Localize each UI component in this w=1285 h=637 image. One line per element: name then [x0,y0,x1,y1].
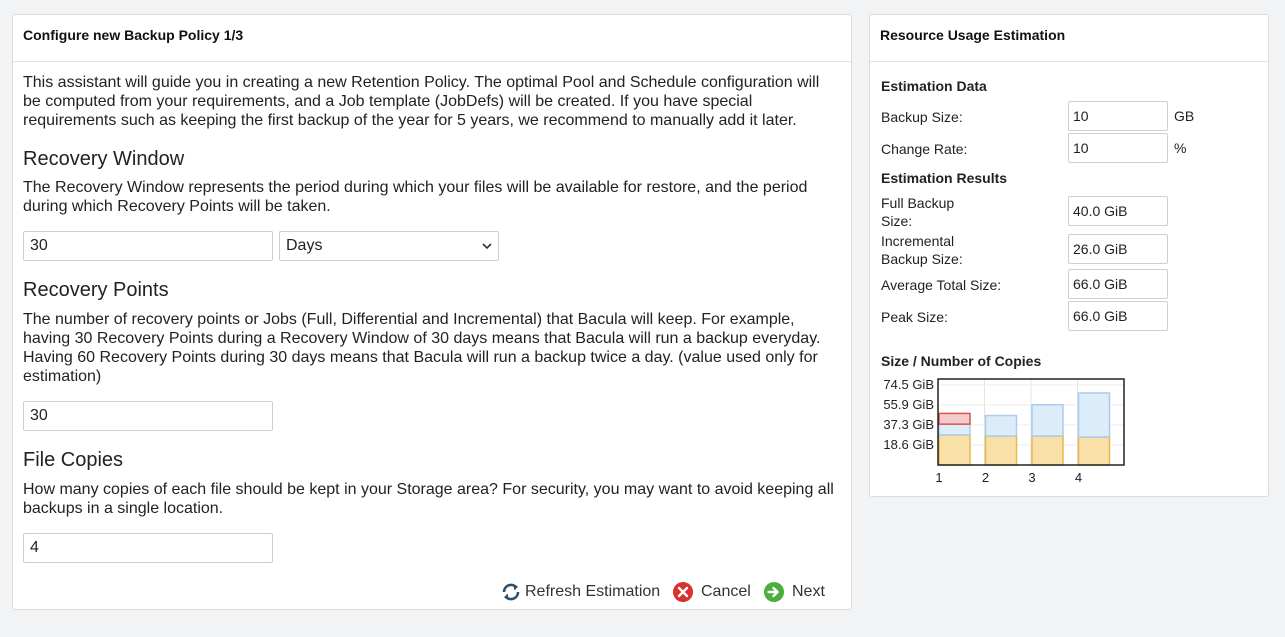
chart-bars [939,393,1110,465]
recovery-window-input[interactable]: 30 [23,231,273,261]
recovery-points-title: Recovery Points [23,279,169,301]
backup-size-input[interactable]: 10 [1068,101,1168,131]
chart-title: Size / Number of Copies [881,353,1042,369]
chart-y-tick-label: 55.9 GiB [883,396,934,412]
change-rate-unit: % [1174,140,1187,156]
chart-y-tick-label: 37.3 GiB [883,416,934,432]
next-label: Next [792,583,825,600]
refresh-estimation-button[interactable] [500,581,660,603]
resource-usage-panel [869,14,1269,497]
recovery-points-input[interactable]: 30 [23,401,273,431]
chart-bar-full-1 [939,435,970,465]
change-rate-label: Change Rate: [881,141,968,157]
cancel-label: Cancel [701,583,751,600]
chart-y-tick-label: 18.6 GiB [883,437,934,453]
estimation-data-heading: Estimation Data [881,78,987,94]
recovery-window-unit-select[interactable] [279,231,499,261]
cancel-button[interactable] [672,581,751,603]
change-rate-input[interactable]: 10 [1068,133,1168,163]
recovery-points-desc: The number of recovery points or Jobs (Full, Differential and Incremental) that Bacula will keep. For example, having 30 Recovery Points during a Recovery Window of 30 days means that Bacula will run a backup everyday. Having 60 Recovery Points during 30 days means that Bacula will run a backup twice a day. (value used only for estimation) [23,311,821,385]
cancel-icon [672,581,694,603]
chart-y-tick-label: 74.5 GiB [883,376,934,392]
chart-bar-full-4 [1079,437,1110,465]
chart-bar-incremental-3 [1032,405,1063,436]
next-arrow-icon [763,581,785,603]
panel-title: Configure new Backup Policy 1/3 [13,15,851,62]
incremental-backup-size-label [881,232,963,268]
chart-x-tick-label: 1 [935,470,943,485]
full-backup-size-value: 40.0 GiB [1068,196,1168,226]
estimation-results-heading: Estimation Results [881,170,1008,186]
backup-size-label: Backup Size: [881,109,963,125]
incremental-backup-size-label-line1: Incremental [881,233,955,249]
backup-size-unit: GB [1174,108,1195,124]
refresh-estimation-label: Refresh Estimation [525,583,661,600]
refresh-icon [500,581,522,603]
file-copies-input[interactable]: 4 [23,533,273,563]
incremental-backup-size-value: 26.0 GiB [1068,234,1168,264]
intro-text: This assistant will guide you in creating a new Retention Policy. The optimal Pool and Schedule configuration will be computed from your requirements, and a Job template (JobDefs) will be created. If you have special requirements such as keeping the first backup of the year for 5 years, we recommend to manually add it later. [23,74,820,129]
peak-size-label: Peak Size: [881,309,948,325]
chart-bar-incremental-4 [1079,393,1110,437]
chart-x-tick-label: 2 [981,470,990,485]
chart-x-tick-label: 3 [1028,470,1036,485]
chart-bar-incremental-1 [939,424,970,435]
chart-x-tick-label: 4 [1074,470,1083,485]
chart-x-ticks [935,470,1082,485]
recovery-window-unit-value: Days [286,237,323,254]
average-total-size-label: Average Total Size: [881,277,1002,293]
recovery-window-title: Recovery Window [23,148,185,170]
next-button[interactable] [763,581,825,603]
chart-y-ticks [883,377,934,452]
chart-bar-overflow-1 [939,413,970,424]
chart-bar-full-2 [986,436,1017,465]
recovery-window-desc: The Recovery Window represents the period during which your files will be available for restore, and the period during which Recovery Points will be taken. [23,179,808,215]
chevron-down-icon [482,241,492,251]
chart-bar-full-3 [1032,436,1063,465]
full-backup-size-label-line1: Full Backup [881,195,955,211]
full-backup-size-label-line2: Size: [881,213,913,229]
file-copies-desc: How many copies of each file should be kept in your Storage area? For security, you may want to avoid keeping all backups in a single location. [23,481,834,517]
peak-size-value: 66.0 GiB [1068,301,1168,331]
chart-bar-incremental-2 [986,416,1017,436]
incremental-backup-size-label-line2: Backup Size: [881,251,963,267]
average-total-size-value: 66.0 GiB [1068,269,1168,299]
file-copies-title: File Copies [23,449,124,471]
size-copies-chart [870,367,1170,489]
full-backup-size-label [881,194,954,230]
backup-policy-panel [12,14,852,610]
resource-panel-title: Resource Usage Estimation [870,15,1268,62]
